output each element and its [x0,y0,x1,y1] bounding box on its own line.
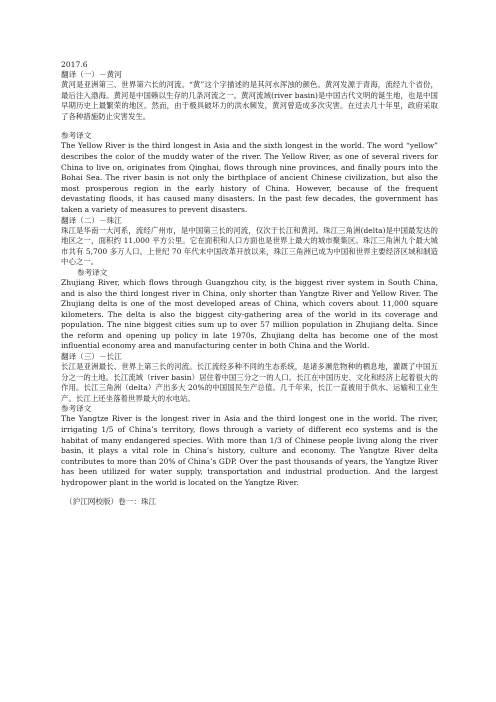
section-2-chinese-text: 珠江是华南一大河系，流经广州市，是中国第三长的河流，仅次于长江和黄河。珠江三角洲(delta)是中国最发达的地区之一，面积约 11,000 平方公里。它在面积和人口方面也是世界上最大的城市聚集区。珠江三角洲九个最大城市共有 5,700 多万人口。上世纪 70 年代末中国改革开放以来，珠江三角洲已成为中国和世界主要经济区域和制造中心之一。 [61,225,438,267]
section-3-english-text: The Yangtze River is the longest river in Asia and the third longest one in the world. The river, irrigating 1/5 of China’s territory, flows through a variety of different eco systems and is the habitat of many endangered species. With more than 1/3 of Chinese people living along the river basin, it plays a vital role in China’s history, culture and economy. The Yangtze River delta contributes to more than 20% of China’s GDP. Over the past thousands of years, the Yangtze River has been utilized for water supply, transportation and industrial production. And the largest hydropower plant in the world is located on the Yangtze River. [61,414,438,487]
section-2-english-text: Zhujiang River, which flows through Guangzhou city, is the biggest river system in South China, and is also the third longest river in China, only shorter than Yangtze River and Yellow River. The Zhujiang delta is one of the most developed areas of China, which covers about 11,000 square kilometers. The delta is also the biggest city-gathering area of the world in its coverage and population. The nine biggest cities sum up to over 57 million population in Zhujiang delta. Since the reform and opening up policy in late 1970s, Zhujiang delta has become one of the most influential economy area and manufacturing center in both China and the World. [61,277,438,351]
document-footer: （沪江网校版）卷一：珠江 [65,496,157,506]
section-3-heading: 翻译（三）－长江 [61,352,122,362]
document-date: 2017.6 [61,60,88,69]
section-1-reference-label: 参考译文 [61,131,92,141]
section-1-chinese-text: 黄河是亚洲第三、世界第六长的河流。“黄”这个字描述的是其河水浑浊的颜色。黄河发源于青海，流经九个省份，最后注入渤海。黄河是中国赖以生存的几条河流之一。黄河流域(river basin)是中国古代文明的诞生地，也是中国早期历史上最繁荣的地区。然而，由于极具破坏力的洪水频发，黄河曾造成多次灾害。在过去几十年里，政府采取了各种措施防止灾害发生。 [61,80,438,121]
section-2-heading: 翻译（二）－珠江 [61,215,122,225]
section-3-chinese-text: 长江是亚洲最长、世界上第三长的河流。长江流经多种不同的生态系统，是诸多濒危物种的栖息地，灌溉了中国五分之一的土地。长江流域（river basin）居住着中国三分之一的人口。长江在中国历史、文化和经济上起着很大的作用。长江三角洲（delta）产出多大 20%的中国国民生产总值。几千年来，长江一直被用于供水、运输和工业生产。长江上还坐落着世界最大的水电站。 [61,362,438,403]
section-2-reference-label: 参考译文 [77,267,108,277]
section-1-english-text: The Yellow River is the third longest in Asia and the sixth longest in the world. The word “yellow” describes the color of the muddy water of the river. The Yellow River, as one of several rivers for China to live on, originates from Qinghai, flows through nine provinces, and finally pours into the Bohai Sea. The river basin is not only the birthplace of ancient Chinese civilization, but also the most prosperous region in the early history of China. However, because of the frequent devastating floods, it has caused many disasters. In the past few decades, the government has taken a variety of measures to prevent disasters. [61,141,438,214]
section-1-heading: 翻译（一）－黄河 [61,70,122,79]
section-3-reference-label: 参考译文 [61,404,92,414]
